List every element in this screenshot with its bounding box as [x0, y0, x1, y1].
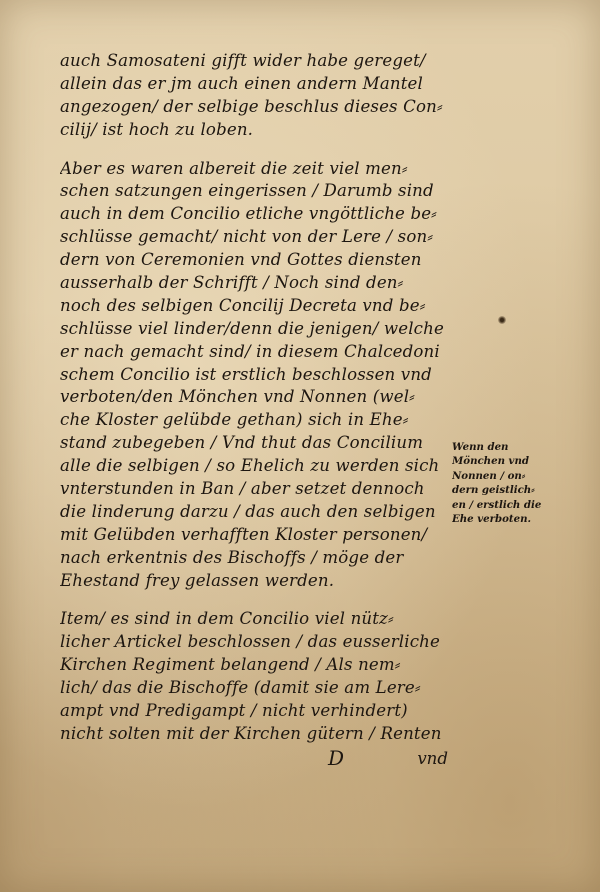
paragraph-gap	[60, 142, 452, 158]
text-line: Item/ es sind in dem Concilio viel nütz⸗	[60, 609, 394, 629]
text-line: angezogen/ der selbige beschlus dieses Con⸗	[60, 96, 443, 116]
paragraph-gap	[60, 592, 452, 608]
text-line: Ehestand frey gelassen werden.	[60, 570, 335, 590]
paragraph-2	[60, 158, 452, 593]
text-line: che Kloster gelübde gethan) sich in Ehe⸗	[60, 410, 409, 430]
text-line: lich/ das die Bischoffe (damit sie am Lere⸗	[60, 678, 421, 698]
text-line: ampt vnd Predigampt / nicht verhindert)	[60, 701, 408, 721]
text-line: noch des selbigen Concilij Decreta vnd be⸗	[60, 295, 426, 315]
text-line: dern von Ceremonien vnd Gottes diensten	[60, 250, 422, 270]
margin-note-line: Nonnen / on⸗	[452, 469, 526, 482]
signature-mark: D	[328, 746, 345, 770]
text-line: Aber es waren albereit die zeit viel men⸗	[60, 158, 408, 178]
text-line: cilij/ ist hoch zu loben.	[60, 119, 254, 139]
text-line: mit Gelübden verhafften Kloster personen/	[60, 524, 428, 544]
text-line: auch in dem Concilio etliche vngöttliche be⸗	[60, 204, 437, 224]
margin-note-line: en / erstlich die	[452, 498, 542, 511]
text-line: schlüsse gemacht/ nicht von der Lere / son⸗	[60, 227, 433, 247]
paragraph-3	[60, 608, 452, 745]
text-line: allein das er jm auch einen andern Mantel	[60, 73, 423, 93]
margin-note-line: Ehe verboten.	[452, 512, 532, 525]
margin-note-line: Wenn den	[452, 441, 509, 453]
text-line: auch Samosateni gifft wider habe gereget/	[60, 51, 426, 70]
text-line: schem Concilio ist erstlich beschlossen vnd	[60, 364, 432, 384]
margin-note	[452, 440, 562, 526]
paragraph-1	[60, 50, 452, 142]
ink-spot	[498, 316, 506, 324]
page-footer	[60, 747, 452, 770]
text-line: licher Artickel beschlossen / das eusserliche	[60, 632, 440, 652]
margin-note-line: Mönchen vnd	[452, 455, 529, 468]
text-line: er nach gemacht sind/ in diesem Chalcedoni	[60, 341, 440, 361]
main-text-block	[60, 50, 452, 746]
text-line: vnterstunden in Ban / aber setzet dennoch	[60, 479, 425, 499]
text-line: verboten/den Mönchen vnd Nonnen (wel⸗	[60, 387, 415, 407]
text-line: nicht solten mit der Kirchen gütern / Renten	[60, 723, 442, 743]
text-line: alle die selbigen / so Ehelich zu werden sich	[60, 456, 440, 476]
catchword: vnd	[417, 749, 448, 768]
text-line: ausserhalb der Schrifft / Noch sind den⸗	[60, 273, 404, 293]
text-line: schen satzungen eingerissen / Darumb sind	[60, 181, 434, 201]
margin-note-line: dern geistlich⸗	[452, 484, 535, 497]
text-line: schlüsse viel linder/denn die jenigen/ welche	[60, 318, 444, 338]
text-line: Kirchen Regiment belangend / Als nem⸗	[60, 655, 401, 675]
text-line: die linderung darzu / das auch den selbigen	[60, 501, 436, 521]
text-line: stand zubegeben / Vnd thut das Concilium	[60, 433, 424, 453]
text-line: nach erkentnis des Bischoffs / möge der	[60, 547, 404, 567]
